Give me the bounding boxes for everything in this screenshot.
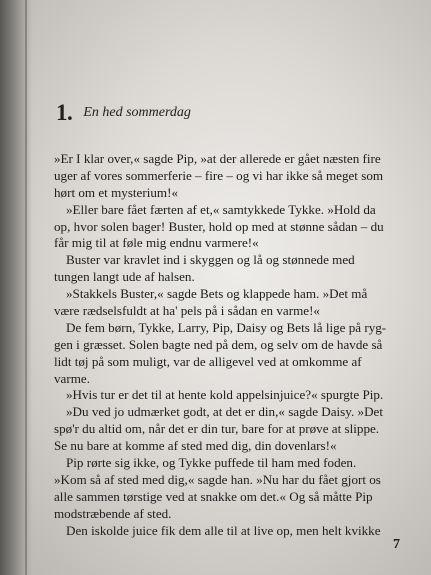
text-line-5: op, hvor solen bager! Buster, hold op med at stønne sådan – du [54,218,384,234]
text-line-19: Pip rørte sig ikke, og Tykke puffede til ham med foden. [66,455,357,471]
text-line-9: »Stakkels Buster,« sagde Bets og klappede ham. »Det må [66,286,368,302]
text-line-8: tungen langt ude af halsen. [54,269,195,285]
text-line-3: hørt om et mysterium!« [54,184,179,200]
text-line-16: »Du ved jo udmærket godt, at det er din,« sagde Daisy. »Det [66,404,383,420]
text-line-23: Den iskolde juice fik dem alle til at live op, men helt kvikke [66,522,381,538]
text-line-21: alle sammen tørstige ved at snakke om det.« Og så måtte Pip [54,488,373,504]
text-line-11: De fem børn, Tykke, Larry, Pip, Daisy og Bets lå lige på ryg- [66,319,387,335]
text-line-17: spø'r du altid om, når det er din tur, bare for at prøve at slippe. [54,421,380,437]
text-line-18: Se nu bare at komme af sted med dig, din dovenlars!« [54,438,337,454]
text-line-12: gen i græsset. Solen bagte ned på dem, og selv om de havde så [54,336,383,352]
text-line-20: »Kom så af sted med dig,« sagde han. »Nu har du fået gjort os [54,471,381,487]
text-line-22: modstræbende af sted. [54,505,172,521]
chapter-heading [56,100,191,126]
text-line-2: uger af vores sommerferie – fire – og vi har ikke så meget som [54,167,384,183]
text-line-4: »Eller bare fået færten af et,« samtykkede Tykke. »Hold da [66,201,376,217]
body-text [54,151,404,539]
book-gutter-shadow [0,0,32,575]
chapter-title: En hed sommerdag [83,105,191,120]
page-number: 7 [393,537,400,552]
text-line-7: Buster var kravlet ind i skyggen og lå og stønnede med [66,252,355,268]
text-line-15: »Hvis tur er det til at hente kold appelsinjuice?« spurgte Pip. [66,387,384,403]
text-line-13: lidt tøj på som muligt, var de alligevel ved at omkomme af [54,353,362,369]
text-line-14: varme. [54,370,90,386]
text-line-6: får mig til at føle mig endnu varmere!« [54,235,259,251]
text-line-10: være rædselsfuldt at ha' pels på i sådan en varme!« [54,303,320,319]
chapter-number: 1. [56,100,73,125]
book-page-edge [25,0,27,575]
text-line-1: »Er I klar over,« sagde Pip, »at der allerede er gået næsten fire [54,151,381,166]
